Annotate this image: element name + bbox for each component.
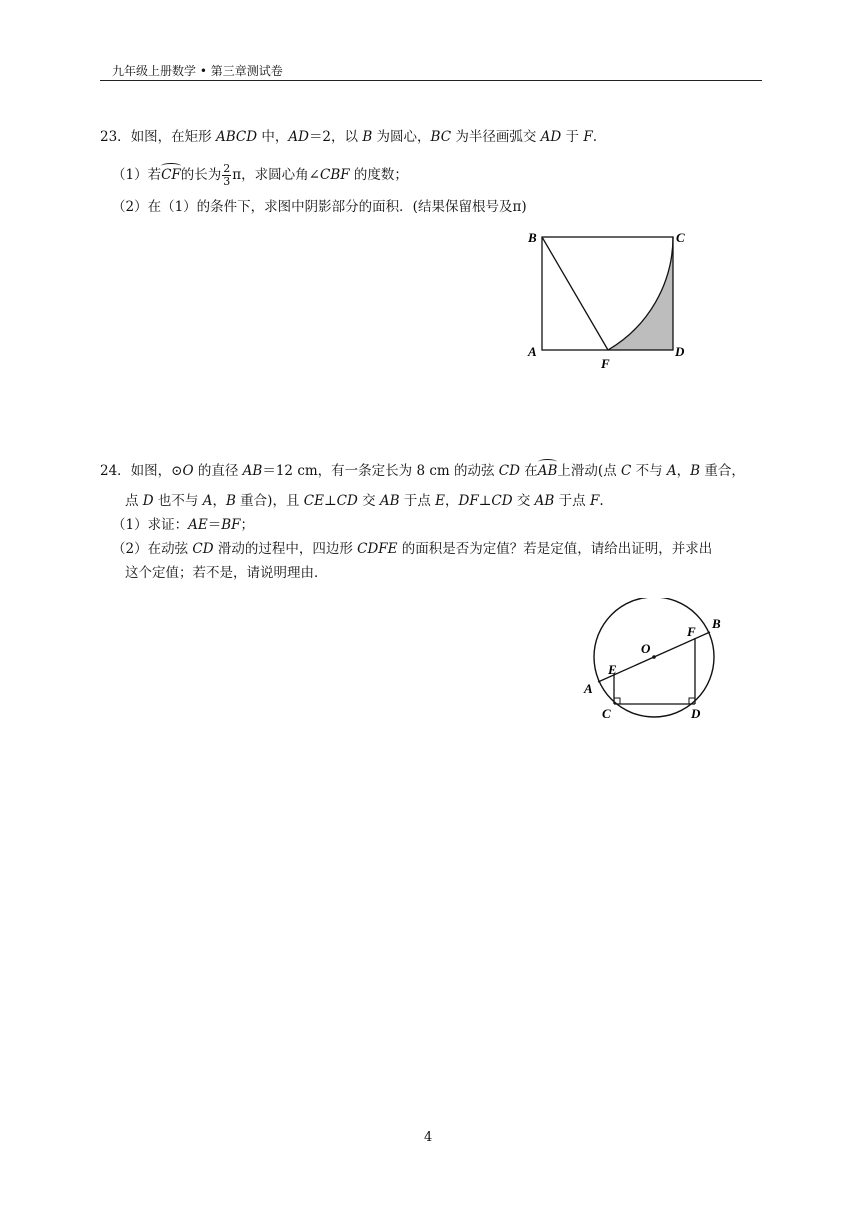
q24-stem-line1: 24．如图，⊙O 的直径 AB＝12 cm，有一条定长为 8 cm 的动弦 CD 在AB上滑动(点 C 不与 A，B 重合， [100,463,745,479]
arc-cf: CF [161,167,181,183]
q23-part2: （2）在（1）的条件下，求图中阴影部分的面积．(结果保留根号及π) [112,199,527,215]
q24-part1: （1）求证：AE＝BF； [112,517,254,533]
label-D: D [675,344,685,359]
arc-ab: AB [537,463,558,479]
segment-bf [542,237,608,350]
label-F: F [601,356,610,371]
q23-stem: 23．如图，在矩形 ABCD 中，AD＝2，以 B 为圆心，BC 为半径画弧交 AD 于 F. [100,129,597,145]
q24-stem-line2: 点 D 也不与 A，B 重合)，且 CE⊥CD 交 AB 于点 E，DF⊥CD 交 AB 于点 F. [125,493,604,509]
q23-part1: （1）若CF的长为 $\frac{2}{3}$ π，求圆心角∠CBF 的度数； [112,162,408,188]
label-C2: C [602,706,611,721]
label-C: C [676,230,685,245]
center-dot [652,655,656,659]
label-F2: F [687,624,696,639]
q24-figure [578,598,738,726]
label-E: E [608,662,617,677]
label-B2: B [712,616,721,631]
label-D2: D [691,706,701,721]
q24-part2-line2: 这个定值；若不是，请说明理由． [125,565,328,581]
page-number: 4 [424,1130,433,1145]
shaded-region [608,237,673,350]
header-rule [100,80,762,81]
label-B: B [528,230,537,245]
label-A: A [528,344,537,359]
label-O: O [641,641,651,656]
page-header: 九年级上册数学 • 第三章测试卷 [112,64,283,78]
label-A2: A [584,681,593,696]
q23-figure [520,222,700,372]
q24-part2-line1: （2）在动弦 CD 滑动的过程中，四边形 CDFE 的面积是否为定值？若是定值，请给出证明，并求出 [112,541,713,557]
fraction: $\frac{2}{3}$ [223,162,231,188]
